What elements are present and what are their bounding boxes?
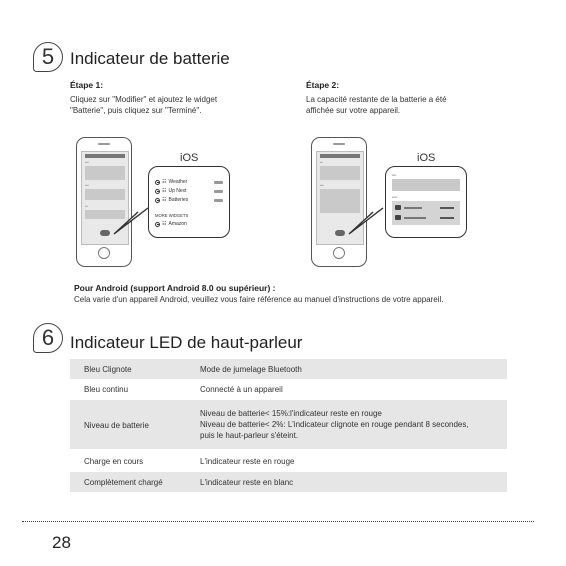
add-icon — [155, 222, 160, 227]
widget-name: Batteries — [168, 197, 189, 203]
reorder-handle — [214, 199, 223, 202]
section-title: Indicateur de batterie — [70, 49, 230, 68]
screen-header-bar — [85, 154, 125, 158]
remove-icon — [155, 180, 160, 185]
bluetooth-icon — [395, 215, 401, 220]
led-meaning-line: Mode de jumelage Bluetooth — [200, 365, 302, 374]
widget-name: Up Next — [168, 188, 187, 194]
widget-grid-icon: ☷ — [162, 179, 167, 185]
table-row — [70, 451, 507, 471]
screen-label: ▪▪▪▪ — [320, 184, 324, 187]
android-text: Cela varie d'un appareil Android, veuillez vous faire référence au manuel d'instructions de votre appareil. — [74, 295, 444, 304]
reorder-handle — [214, 190, 223, 193]
footer-divider — [22, 521, 534, 522]
widget-name: Weather — [168, 179, 188, 185]
phone-speaker — [98, 143, 110, 145]
step2-label: Étape 2: — [306, 80, 340, 90]
callout-label: ▪▪▪▪ — [392, 173, 397, 177]
remove-icon — [155, 189, 160, 194]
phone-speaker — [333, 143, 345, 145]
section-title: Indicateur LED de haut-parleur — [70, 333, 303, 352]
device-name-bar — [404, 217, 426, 219]
step2-line: La capacité restante de la batterie a été — [306, 95, 447, 104]
led-meaning — [200, 384, 283, 395]
callout-label: ▪▪▪▪▪ — [392, 195, 398, 199]
section-number: 5 — [41, 44, 55, 69]
section-number-badge — [33, 42, 63, 72]
led-meaning-line: puis le haut-parleur s'éteint. — [200, 431, 299, 440]
ios-label: iOS — [180, 152, 199, 164]
screen-widget-block — [85, 166, 125, 180]
screen-widget-block — [320, 166, 360, 180]
screen-label: ▪▪▪ — [85, 205, 88, 208]
battery-widget-block — [392, 201, 460, 225]
ios-label: iOS — [417, 152, 436, 164]
screen-header-bar — [320, 154, 360, 158]
led-meaning-line: L'indicateur reste en blanc — [200, 478, 294, 487]
section-number-badge — [33, 323, 63, 353]
step2-line: affichée sur votre appareil. — [306, 106, 401, 115]
phone-home-button — [98, 247, 110, 259]
led-meaning — [200, 477, 293, 488]
step1-text — [70, 94, 280, 116]
widget-name: Amazon — [168, 221, 187, 227]
widget-row-batteries — [155, 197, 188, 203]
screen-label: ▪▪▪▪ — [85, 161, 89, 164]
led-meaning-line: Niveau de batterie< 2%: L'indicateur clignote en rouge pendant 8 secondes, — [200, 420, 469, 429]
table-row — [70, 359, 507, 379]
more-widgets-label: MORE WIDGETS — [155, 213, 189, 218]
led-meaning-line: L'indicateur reste en rouge — [200, 457, 295, 466]
widget-row-upnext — [155, 188, 187, 194]
reorder-handle — [214, 181, 223, 184]
battery-callout-bubble — [385, 166, 467, 238]
table-row — [70, 472, 507, 492]
phone-home-button — [333, 247, 345, 259]
widget-grid-icon: ☷ — [162, 197, 167, 203]
led-state: Niveau de batterie — [84, 421, 149, 430]
led-state: Bleu Clignote — [84, 365, 132, 374]
battery-percent-bar — [440, 207, 454, 209]
led-meaning — [200, 364, 302, 375]
section-number: 6 — [41, 325, 55, 350]
led-meaning-line: Connecté à un appareil — [200, 385, 283, 394]
led-meaning — [200, 456, 294, 467]
android-title: Pour Android (support Android 8.0 ou supérieur) : — [74, 283, 276, 293]
step2-text — [306, 94, 516, 116]
table-row — [70, 379, 507, 399]
device-icon — [395, 205, 401, 210]
widget-row-weather — [155, 179, 187, 185]
widget-row-amazon — [155, 221, 187, 227]
led-state: Complètement chargé — [84, 478, 163, 487]
device-name-bar — [404, 207, 422, 209]
widget-grid-icon: ☷ — [162, 221, 167, 227]
remove-icon — [155, 198, 160, 203]
screen-label: ▪▪▪ — [320, 161, 323, 164]
led-state: Charge en cours — [84, 457, 144, 466]
led-meaning — [200, 408, 469, 441]
table-row — [70, 400, 507, 449]
widget-callout-bubble — [148, 166, 230, 238]
callout-widget-block — [392, 179, 460, 191]
widget-grid-icon: ☷ — [162, 188, 167, 194]
step1-label: Étape 1: — [70, 80, 104, 90]
step1-line: "Batterie", puis cliquez sur "Terminé". — [70, 106, 202, 115]
page-number: 28 — [52, 533, 71, 552]
step1-line: Cliquez sur "Modifier" et ajoutez le widget — [70, 95, 218, 104]
led-meaning-line: Niveau de batterie< 15%:l'indicateur reste en rouge — [200, 409, 382, 418]
screen-widget-block — [85, 189, 125, 200]
screen-label: ▪▪▪▪ — [85, 184, 89, 187]
led-state: Bleu continu — [84, 385, 129, 394]
battery-percent-bar — [440, 217, 454, 219]
